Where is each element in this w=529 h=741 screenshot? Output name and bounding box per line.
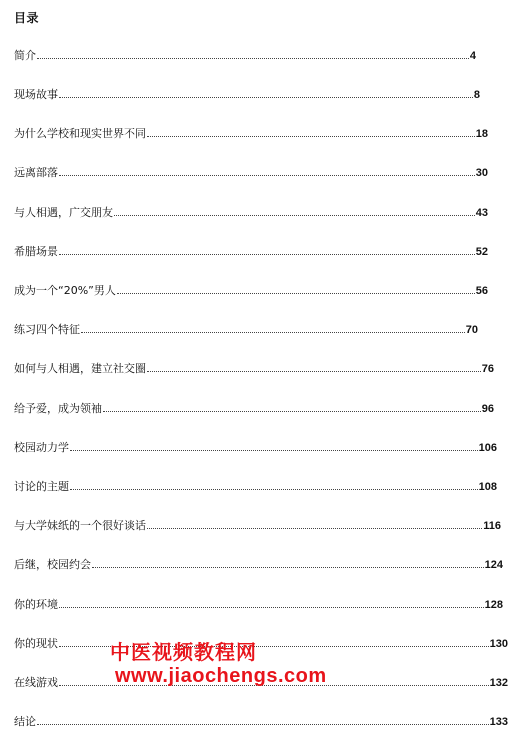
toc-entry-page: 4: [469, 50, 476, 62]
toc-entry: [14, 597, 503, 613]
toc-entry: [14, 401, 494, 417]
toc-entry: [14, 205, 488, 221]
toc-entry-page: 124: [484, 559, 503, 571]
toc-leader: [147, 371, 481, 372]
toc-entry-title: 后继，校园约会: [14, 558, 91, 571]
toc-entry: [14, 244, 488, 260]
toc-entry: [14, 126, 488, 142]
toc-entry-page: 52: [475, 246, 488, 258]
toc-entry-title: 在线游戏: [14, 676, 58, 689]
toc-entry-page: 130: [489, 638, 508, 650]
toc-entry-title: 希腊场景: [14, 245, 58, 258]
toc-entry-page: 133: [489, 716, 508, 728]
toc-leader: [37, 58, 469, 59]
toc-entry-page: 70: [465, 324, 478, 336]
toc-entry-title: 给予爱，成为领袖: [14, 402, 102, 415]
toc-entry-title: 为什么学校和现实世界不同: [14, 127, 146, 140]
toc-entry-title: 你的环境: [14, 598, 58, 611]
toc-entry: [14, 361, 494, 377]
toc-leader: [59, 254, 475, 255]
toc-entry-page: 76: [481, 363, 494, 375]
toc-entry-page: 132: [489, 677, 508, 689]
watermark-site-name: 中医视频教程网: [110, 640, 257, 664]
toc-entry-title: 校园动力学: [14, 441, 69, 454]
toc-entry: [14, 518, 501, 534]
toc-leader: [70, 489, 478, 490]
toc-entry-title: 讨论的主题: [14, 480, 69, 493]
toc-entry-title: 远离部落: [14, 166, 58, 179]
toc-leader: [70, 450, 478, 451]
toc-entry: [14, 322, 478, 338]
toc-entry-title: 练习四个特征: [14, 323, 80, 336]
toc-leader: [103, 411, 481, 412]
toc-entry-page: 18: [475, 128, 488, 140]
toc-leader: [59, 646, 489, 647]
toc-leader: [59, 97, 473, 98]
toc-leader: [59, 607, 484, 608]
toc-leader: [92, 567, 484, 568]
toc-entry-title: 与人相遇，广交朋友: [14, 206, 113, 219]
toc-entry-title: 你的现状: [14, 637, 58, 650]
toc-leader: [59, 175, 475, 176]
toc-leader: [59, 685, 489, 686]
toc-entry-page: 116: [483, 520, 501, 532]
toc-leader: [114, 215, 475, 216]
toc-entry-title: 现场故事: [14, 88, 58, 101]
toc-entry: [14, 479, 497, 495]
toc-leader: [147, 528, 482, 529]
toc-entry: [14, 283, 488, 299]
toc-entry: [14, 165, 488, 181]
toc-entry: [14, 48, 476, 64]
toc-entry-page: 128: [484, 599, 503, 611]
toc-entry-page: 30: [475, 167, 488, 179]
toc-entry-page: 96: [481, 403, 494, 415]
toc-entry-page: 56: [475, 285, 488, 297]
toc-entry-page: 43: [475, 207, 488, 219]
toc-leader: [37, 724, 489, 725]
watermark-url: www.jiaochengs.com: [115, 665, 327, 687]
toc-heading: 目录: [14, 11, 40, 25]
toc-leader: [81, 332, 465, 333]
toc-entry-page: 8: [473, 89, 480, 101]
toc-entry-title: 简介: [14, 49, 36, 62]
toc-entry-page: 106: [478, 442, 497, 454]
toc-leader: [117, 293, 475, 294]
toc-entry: [14, 714, 508, 730]
toc-leader: [147, 136, 475, 137]
toc-entry-title: 结论: [14, 715, 36, 728]
toc-entry: [14, 440, 497, 456]
toc-entry-page: 108: [478, 481, 497, 493]
toc-entry-title: 如何与人相遇，建立社交圈: [14, 362, 146, 375]
toc-entry-title: 与大学妹纸的一个很好谈话: [14, 519, 146, 532]
toc-entry-title: 成为一个“20%”男人: [14, 284, 116, 297]
toc-entry: [14, 636, 508, 652]
toc-entry: [14, 87, 480, 103]
toc-entry: [14, 557, 503, 573]
toc-entry: [14, 675, 508, 691]
